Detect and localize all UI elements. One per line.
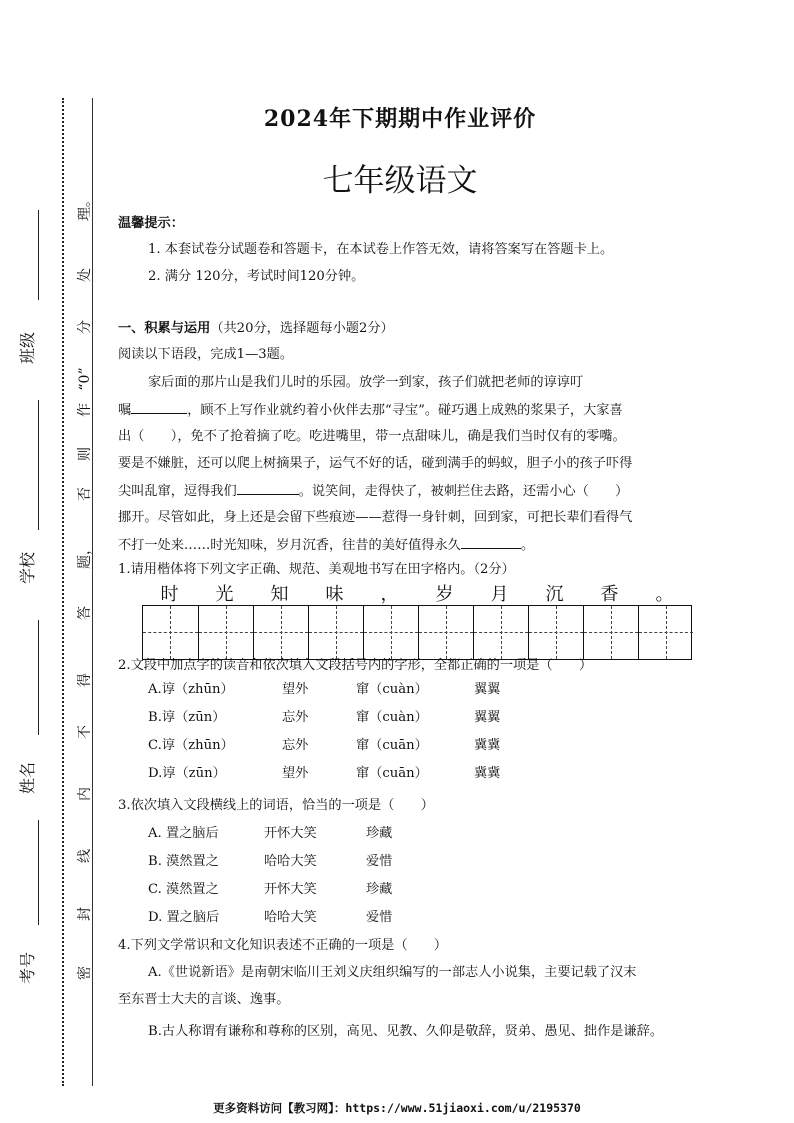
q1-char: 沉	[545, 584, 564, 605]
q2-option-cell: 翼翼	[474, 710, 501, 725]
q1-char: 。	[655, 584, 674, 605]
seal-char: 答	[77, 606, 93, 620]
grid-cell[interactable]	[473, 606, 528, 659]
q3-option-cell: 哈哈大笑	[264, 854, 317, 869]
exam-title: 2024年下期期中作业评价	[263, 106, 537, 132]
q1-stem: 1.请用楷体将下列文字正确、规范、美观地书写在田字格内。（2分）	[118, 562, 515, 577]
q3-stem: 3.依次填入文段横线上的词语，恰当的一项是（ ）	[118, 798, 434, 813]
tip-item-1: 1. 本套试卷分试题卷和答题卡，在本试卷上作答无效，请将答案写在答题卡上。	[148, 242, 614, 257]
passage-fragment: 。	[520, 538, 535, 553]
q2-option-cell: 冀冀	[474, 738, 501, 753]
tip-item-2: 2. 满分 120分，考试时间120分钟。	[148, 269, 365, 284]
grid-cell[interactable]	[583, 606, 638, 659]
exam-no-blank	[38, 820, 39, 925]
passage-line-4: 要是不嫌脏，还可以爬上树摘果子，运气不好的话，碰到满手的蚂蚁，胆子小的孩子吓得	[118, 456, 633, 471]
q3-option-cell: 开怀大笑	[264, 826, 317, 841]
q3-option-label: C. 漠然置之	[148, 882, 219, 897]
q1-char: 味	[325, 584, 344, 605]
footer-link[interactable]: 更多资料访问【教习网】：https://www.51jiaoxi.com/u/2195370	[213, 1101, 581, 1115]
passage-fragment: 不打一处来……时光知味，岁月沉香，往昔的美好值得永久	[118, 538, 461, 553]
tianzige-grid[interactable]	[142, 605, 692, 660]
seal-solid-line	[92, 98, 93, 1086]
name-blank	[38, 620, 39, 735]
grid-guide-v	[501, 606, 502, 659]
grid-cell[interactable]	[638, 606, 693, 659]
q2-option-cell: 窜（cuàn）	[356, 710, 428, 725]
passage-fragment: 尖叫乱窜，逗得我们	[118, 484, 237, 499]
q2-option-cell: 忘外	[282, 738, 309, 753]
q2-option-cell: 冀冀	[474, 766, 501, 781]
seal-char: 处	[77, 268, 93, 282]
grid-cell[interactable]	[253, 606, 308, 659]
blank-3	[461, 536, 521, 549]
grid-guide-v	[336, 606, 337, 659]
class-label: 班级	[18, 331, 37, 364]
q1-char: 岁	[435, 584, 454, 605]
q2-option-cell: 望外	[282, 766, 309, 781]
q3-option-cell: 珍藏	[366, 882, 393, 897]
q1-char: ，	[380, 584, 399, 605]
school-field	[8, 400, 48, 590]
q2-option-label: B.谆（zūn）	[148, 710, 226, 725]
q1-char: 月	[490, 584, 509, 605]
passage-fragment: 嘱	[118, 403, 132, 418]
seal-char: “0”	[77, 367, 93, 391]
q3-option-label: D. 置之脑后	[148, 910, 220, 925]
q2-option-label: D.谆（zūn）	[148, 766, 226, 781]
q1-char: 知	[270, 584, 289, 605]
seal-char: 否	[77, 487, 93, 501]
seal-char: 内	[77, 787, 93, 801]
blank-1	[131, 401, 187, 414]
section1-instruction: 阅读以下语段，完成1—3题。	[118, 347, 294, 362]
grid-cell[interactable]	[143, 606, 198, 659]
passage-line-1: 家后面的那片山是我们儿时的乐园。放学一到家，孩子们就把老师的谆谆叮	[148, 375, 584, 390]
exam-no-field	[8, 820, 48, 984]
seal-char: 作	[77, 403, 93, 417]
seal-char: 线	[77, 849, 93, 863]
exam-no-label: 考号	[18, 951, 37, 984]
q3-option-cell: 爱惜	[366, 854, 393, 869]
grid-guide-v	[556, 606, 557, 659]
q4-option-a-line2: 至东晋士大夫的言谈、逸事。	[118, 992, 290, 1007]
section1-header	[118, 320, 394, 338]
q3-option-cell: 爱惜	[366, 910, 393, 925]
q1-char: 时	[160, 584, 179, 605]
school-label: 学校	[18, 551, 37, 584]
grid-cell[interactable]	[198, 606, 253, 659]
class-field	[8, 210, 48, 390]
seal-char: 封	[77, 907, 93, 921]
q3-option-cell: 珍藏	[366, 826, 393, 841]
seal-char: 题，	[77, 541, 93, 569]
passage-fragment: 。说笑间，走得快了，被刺拦住去路，还需小心（ ）	[298, 484, 629, 499]
name-field	[8, 620, 48, 810]
grid-cell[interactable]	[363, 606, 418, 659]
passage-line-3: 出（ ），免不了抢着摘了吃。吃进嘴里，带一点甜味儿，确是我们当时仅有的零嘴。	[118, 429, 626, 444]
q3-option-cell: 开怀大笑	[264, 882, 317, 897]
q2-option-cell: 翼翼	[474, 682, 501, 697]
q2-option-cell: 窜（cuān）	[356, 766, 428, 781]
q2-option-cell: 窜（cuàn）	[356, 682, 428, 697]
q2-stem: 2.文段中加点字的读音和依次填入文段括号内的字形，全都正确的一项是（ ）	[118, 658, 593, 673]
grid-guide-v	[226, 606, 227, 659]
passage-line-7	[118, 536, 534, 555]
grid-guide-v	[170, 606, 171, 659]
exam-subject: 七年级语文	[322, 163, 478, 199]
class-blank	[38, 210, 39, 300]
grid-guide-v	[446, 606, 447, 659]
blank-2	[237, 482, 299, 495]
q3-option-label: B. 漠然置之	[148, 854, 219, 869]
name-label: 姓名	[18, 761, 37, 794]
q2-option-label: C.谆（zhūn）	[148, 738, 234, 753]
grid-guide-v	[666, 606, 667, 659]
grid-cell[interactable]	[308, 606, 363, 659]
q2-option-label: A.谆（zhūn）	[148, 682, 234, 697]
q3-option-label: A. 置之脑后	[148, 826, 219, 841]
seal-char: 密	[77, 966, 93, 980]
grid-guide-v	[391, 606, 392, 659]
tips-heading: 温馨提示：	[118, 216, 184, 231]
grid-cell[interactable]	[528, 606, 583, 659]
seal-char: 不	[77, 725, 93, 739]
q2-option-cell: 望外	[282, 682, 309, 697]
q4-option-b: B.古人称谓有谦称和尊称的区别，高见、见教、久仰是敬辞，贤弟、愚见、拙作是谦辞。	[148, 1024, 664, 1039]
section1-note: （共20分，选择题每小题2分）	[210, 321, 394, 336]
q1-char: 香	[600, 584, 619, 605]
passage-line-5	[118, 482, 628, 501]
grid-guide-v	[611, 606, 612, 659]
q4-stem: 4.下列文学常识和文化知识表述不正确的一项是（ ）	[118, 938, 448, 953]
school-blank	[38, 400, 39, 530]
passage-line-2	[118, 401, 623, 420]
q3-option-cell: 哈哈大笑	[264, 910, 317, 925]
seal-char: 则	[77, 447, 93, 461]
q2-option-cell: 忘外	[282, 710, 309, 725]
passage-line-6: 挪开。尽管如此，身上还是会留下些痕迹——惹得一身针刺，回到家，可把长辈们看得气	[118, 510, 633, 525]
q2-option-cell: 窜（cuān）	[356, 738, 428, 753]
q1-char: 光	[215, 584, 234, 605]
seal-char: 得	[77, 673, 93, 687]
grid-cell[interactable]	[418, 606, 473, 659]
seal-dashed-line	[62, 98, 64, 1086]
seal-char: 理。	[77, 193, 93, 221]
grid-guide-v	[281, 606, 282, 659]
q4-option-a-line1: A.《世说新语》是南朝宋临川王刘义庆组织编写的一部志人小说集，主要记载了汉末	[148, 965, 637, 980]
seal-char: 分	[77, 320, 93, 334]
section1-heading: 一、积累与运用	[118, 321, 211, 336]
passage-fragment: ，顾不上写作业就约着小伙伴去那“寻宝”。碰巧遇上成熟的浆果子，大家喜	[187, 403, 623, 418]
